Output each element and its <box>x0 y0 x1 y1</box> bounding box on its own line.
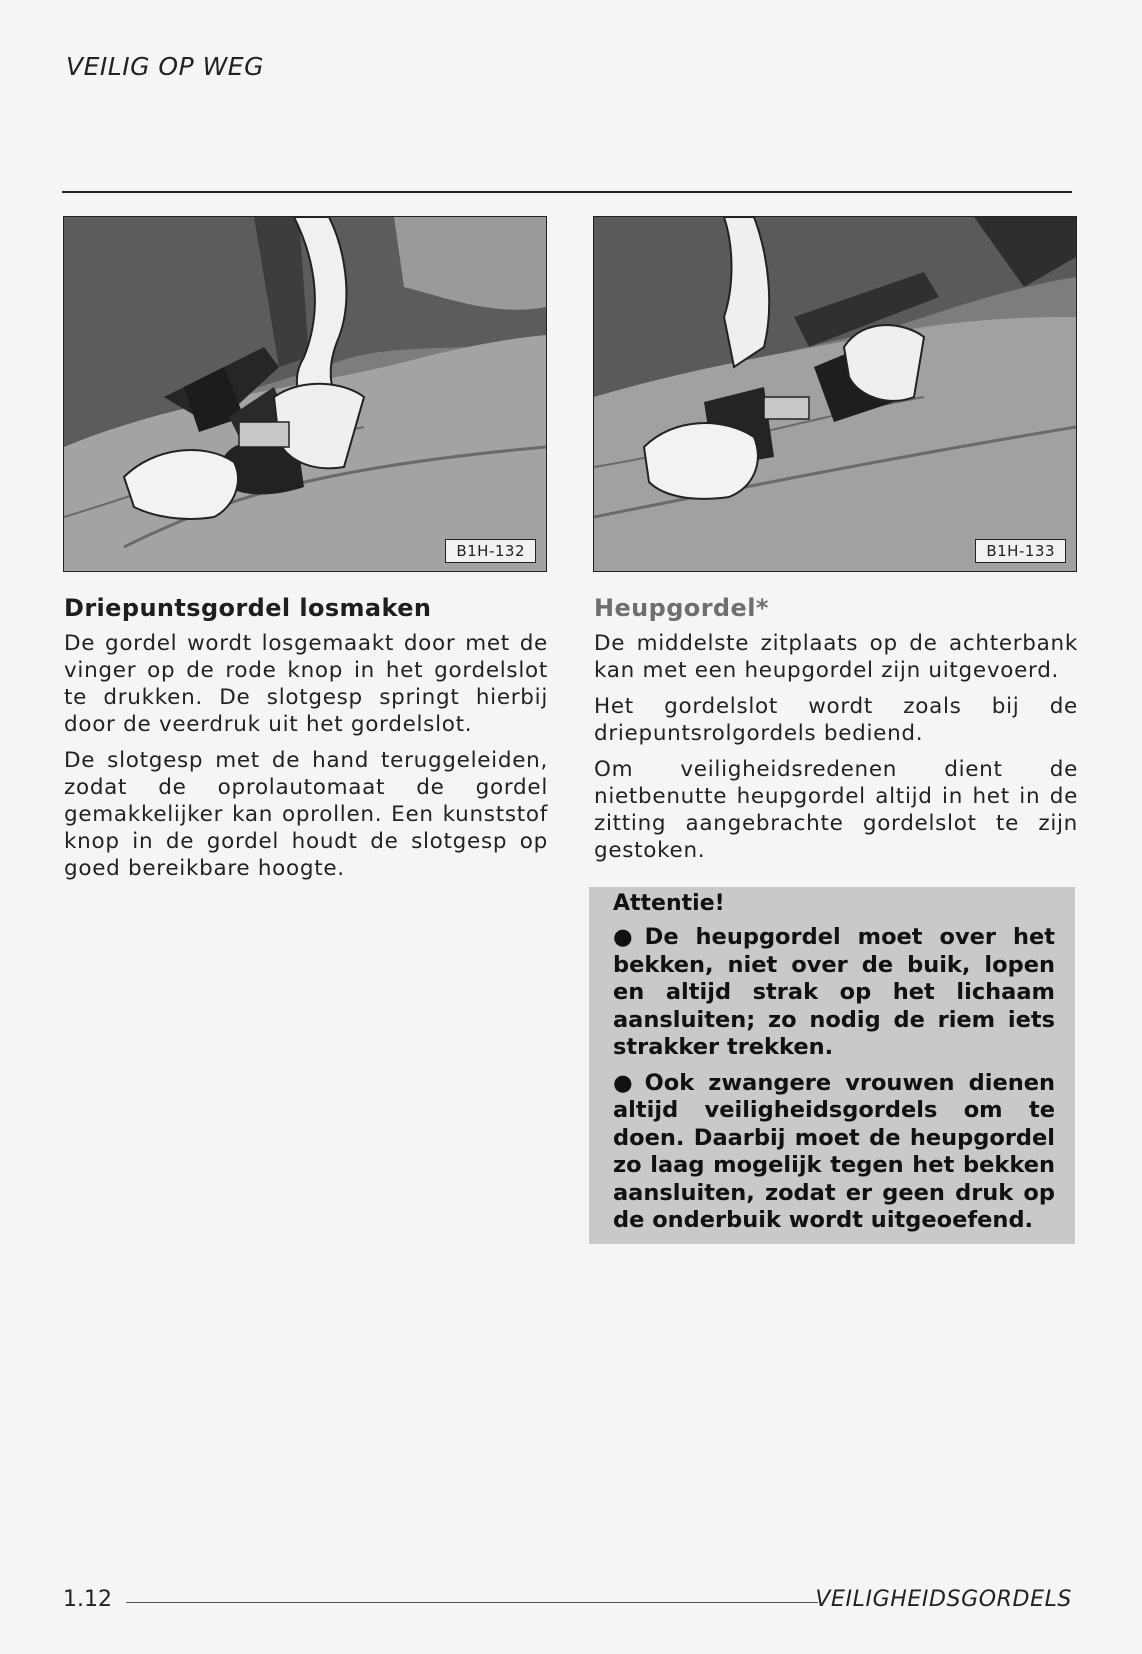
right-column <box>594 594 1078 873</box>
figure-lap-belt <box>593 216 1077 572</box>
footer-section-title: VEILIGHEIDSGORDELS <box>815 1587 1072 1612</box>
bullet-icon: ● <box>613 1069 633 1096</box>
warning-item <box>613 1070 1055 1235</box>
paragraph: De middelste zitplaats op de achterbank kan met een heupgordel zijn uitgevoerd. <box>594 631 1078 683</box>
warning-box <box>589 887 1075 1244</box>
figure-code: B1H-132 <box>445 539 536 563</box>
figure-release-belt <box>63 216 547 572</box>
left-column <box>64 594 548 891</box>
header-rule <box>62 191 1072 193</box>
warning-item <box>613 924 1055 1062</box>
warning-text: De heupgordel moet over het bekken, niet over de buik, lopen en altijd strak op het lichaam aansluiten; zo nodig de riem iets strakker trekken. <box>613 924 1055 1060</box>
paragraph: Om veiligheidsredenen dient de nietbenutte heupgordel altijd in het in de zitting aangebrachte gordelslot te zijn gestoken. <box>594 757 1078 863</box>
section-heading: Driepuntsgordel losmaken <box>64 594 432 622</box>
bullet-icon: ● <box>613 924 633 950</box>
figure-code: B1H-133 <box>975 539 1066 563</box>
warning-title: Attentie! <box>613 891 725 916</box>
section-heading: Heupgordel* <box>594 594 769 622</box>
paragraph: De slotgesp met de hand teruggeleiden, zodat de oprolautomaat de gordel gemakkelijker kan oprollen. Een kunststof knop in de gordel houdt de slotgesp op goed bereikbare hoogte. <box>64 748 548 881</box>
footer-rule <box>126 1602 818 1603</box>
running-header: VEILIG OP WEG <box>66 52 264 81</box>
belt-release-illustration <box>64 217 546 571</box>
page-number: 1.12 <box>63 1587 112 1612</box>
warning-text: Ook zwangere vrouwen dienen altijd veiligheidsgordels om te doen. Daarbij moet de heupgordel zo laag mogelijk tegen het bekken aansluiten, zodat er geen druk op de onderbuik wordt uitgeoefend. <box>613 1069 1055 1233</box>
lap-belt-illustration <box>594 217 1076 571</box>
paragraph: Het gordelslot wordt zoals bij de driepuntsrolgordels bediend. <box>594 694 1078 746</box>
paragraph: De gordel wordt losgemaakt door met de vinger op de rode knop in het gordelslot te drukken. De slotgesp springt hierbij door de veerdruk uit het gordelslot. <box>64 631 548 737</box>
